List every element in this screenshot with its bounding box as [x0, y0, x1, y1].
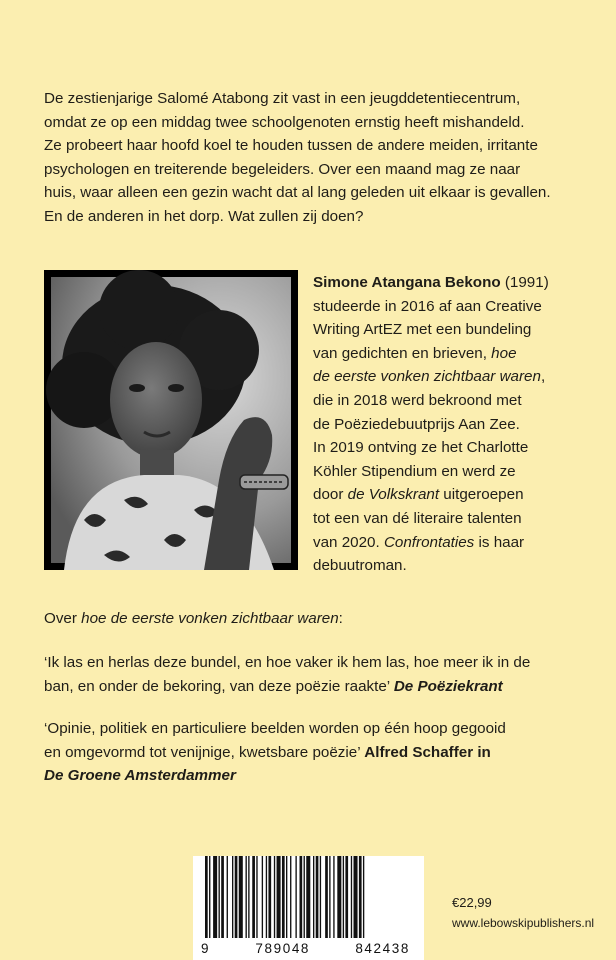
barcode-bar — [343, 856, 344, 938]
bio-text: van 2020. — [313, 533, 384, 551]
isbn-group-1: 789048 — [255, 941, 311, 956]
barcode-bar — [300, 856, 303, 938]
bio-line: de Poëziedebuutprijs Aan Zee. — [313, 415, 520, 433]
blurb-line: De zestienjarige Salomé Atabong zit vast in een jeugddetentiecentrum, — [44, 90, 521, 107]
barcode-bar — [316, 856, 319, 938]
bio-text: van gedichten en brieven, — [313, 344, 492, 362]
bio-text: , — [540, 368, 546, 386]
author-name: Simone Atangana Bekono — [313, 274, 501, 291]
barcode-bar — [337, 856, 341, 938]
bio-line — [313, 271, 603, 295]
blurb-line: En de anderen in het dorp. Wat zullen zij doen? — [44, 207, 364, 225]
newspaper-title: de Volkskrant — [347, 486, 440, 504]
quote-line — [44, 741, 594, 765]
barcode-bar — [232, 856, 233, 938]
quote-line: ‘Ik las en herlas deze bundel, en hoe vaker ik hem las, hoe meer ik in de — [44, 654, 531, 671]
heading-book-title: hoe de eerste vonken zichtbaar waren — [81, 610, 339, 627]
bio-line — [313, 531, 603, 555]
heading-prefix: Over — [44, 610, 82, 627]
bio-line: Köhler Stipendium en werd ze — [313, 462, 516, 480]
barcode-bar — [286, 856, 287, 938]
barcode-bar — [248, 856, 249, 938]
barcode-bar — [209, 856, 210, 938]
bio-text: uitgeroepen — [439, 486, 524, 504]
bio-line — [313, 483, 603, 507]
barcode-bar — [227, 856, 228, 938]
barcode-bar — [205, 856, 208, 938]
novel-title: Confrontaties — [383, 533, 475, 551]
bio-text: door — [313, 486, 348, 504]
isbn-group-2: 842438 — [355, 941, 410, 956]
barcode-bar — [345, 856, 348, 938]
barcode-bar — [282, 856, 285, 938]
bio-line: studeerde in 2016 af aan Creative — [313, 297, 542, 315]
barcode-bar — [304, 856, 305, 938]
barcode-bar — [306, 856, 310, 938]
publisher-website: www.lebowskipublishers.nl — [452, 916, 595, 930]
isbn-barcode — [193, 856, 424, 960]
barcode-bar — [325, 856, 328, 938]
barcode-bar — [235, 856, 238, 938]
barcode-bar — [219, 856, 220, 938]
author-photo — [44, 270, 298, 570]
price: €22,99 — [452, 895, 492, 910]
barcode-bar — [266, 856, 267, 938]
barcode-bar — [329, 856, 330, 938]
quote-line — [44, 675, 594, 699]
barcode-bar — [213, 856, 217, 938]
bio-line: tot een van dé literaire talenten — [313, 509, 522, 527]
barcode-bars — [193, 856, 424, 938]
review-quote-2 — [44, 717, 594, 788]
barcode-bar — [262, 856, 263, 938]
author-year: (1991) — [500, 274, 549, 291]
barcode-bar — [290, 856, 291, 938]
barcode-bar — [268, 856, 271, 938]
barcode-bar — [239, 856, 243, 938]
quote-text: ban, en onder de bekoring, van deze poëzie raakte’ — [44, 677, 394, 695]
barcode-bar — [313, 856, 314, 938]
barcode-bar — [351, 856, 352, 938]
barcode-bar — [221, 856, 224, 938]
reviews-heading — [44, 607, 584, 631]
book-title: hoe — [491, 344, 517, 362]
isbn-number — [193, 941, 424, 956]
quote-text: en omgevormd tot venijnige, kwetsbare poëzie’ — [44, 743, 365, 761]
barcode-bar — [277, 856, 281, 938]
bio-line: die in 2018 werd bekroond met — [313, 391, 522, 409]
barcode-bar — [256, 856, 257, 938]
barcode-bar — [363, 856, 364, 938]
bio-line: debuutroman. — [313, 557, 407, 575]
blurb-text — [44, 87, 584, 229]
barcode-bar — [354, 856, 358, 938]
bio-line: Writing ArtEZ met een bundeling — [313, 321, 532, 339]
book-title: de eerste vonken zichtbaar waren — [313, 368, 541, 386]
blurb-line: omdat ze op een middag twee schoolgenoten ernstig heeft mishandeld. — [44, 113, 525, 131]
barcode-bar — [246, 856, 247, 938]
review-quote-1 — [44, 651, 594, 698]
bio-line — [313, 365, 603, 389]
quote-source-name: Alfred Schaffer in — [364, 743, 491, 761]
isbn-first-digit: 9 — [201, 941, 211, 956]
blurb-line: huis, waar alleen een gezin wacht dat al lang geleden uit elkaar is gevallen. — [44, 184, 551, 202]
quote-source-publication: De Groene Amsterdammer — [44, 767, 236, 785]
quote-line — [44, 764, 594, 788]
blurb-line: Ze probeert haar hoofd koel te houden tussen de andere meiden, irritante — [44, 137, 538, 155]
bio-line — [313, 342, 603, 366]
author-bio — [313, 271, 603, 578]
barcode-bar — [333, 856, 334, 938]
barcode-bar — [295, 856, 296, 938]
bio-text: is haar — [474, 533, 525, 551]
barcode-bar — [320, 856, 321, 938]
heading-suffix: : — [338, 610, 343, 627]
blurb-line: psychologen en treiterende begeleiders. Over een maand mag ze naar — [44, 160, 521, 178]
quote-line: ‘Opinie, politiek en particuliere beelden worden op één hoop gegooid — [44, 720, 506, 737]
barcode-bar — [274, 856, 275, 938]
quote-source: De Poëziekrant — [393, 677, 503, 695]
bio-line: In 2019 ontving ze het Charlotte — [313, 439, 529, 457]
barcode-bar — [252, 856, 255, 938]
barcode-bar — [359, 856, 362, 938]
